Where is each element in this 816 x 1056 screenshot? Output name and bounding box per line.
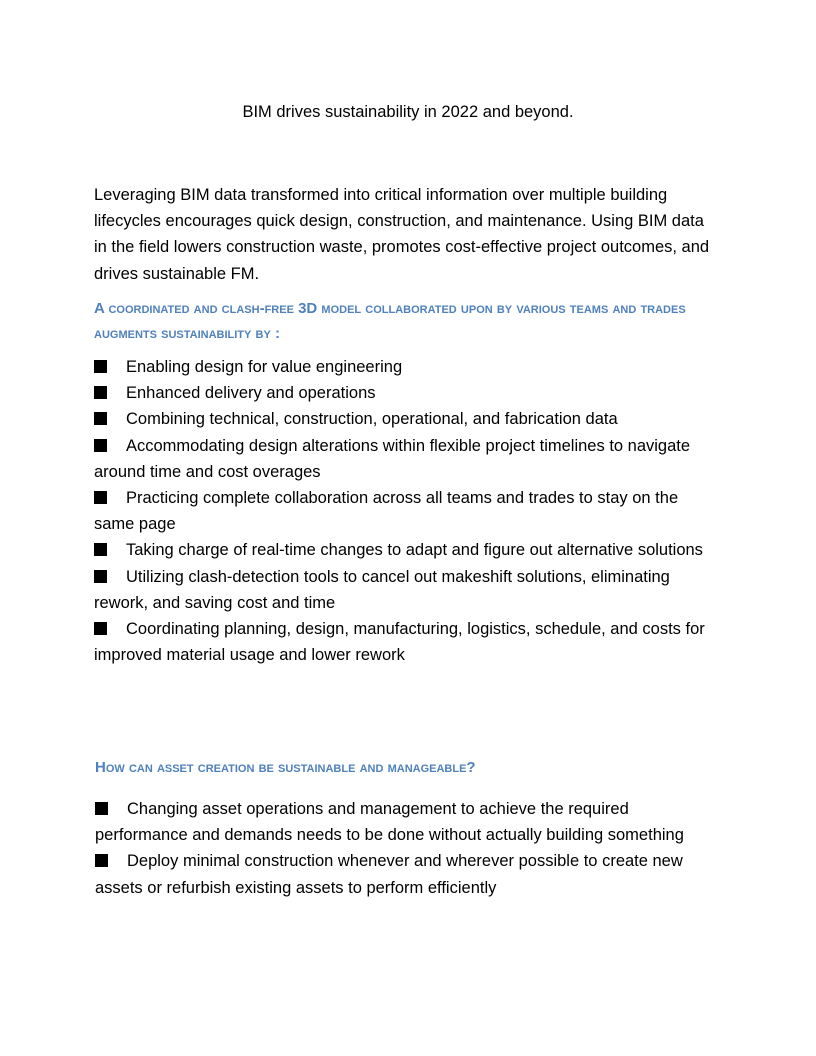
filled-square-bullet-icon bbox=[94, 543, 107, 556]
filled-square-bullet-icon bbox=[94, 491, 107, 504]
document-title: BIM drives sustainability in 2022 and beyond. bbox=[242, 103, 574, 121]
list-item-text: Taking charge of real-time changes to adapt and figure out alternative solutions bbox=[126, 541, 703, 560]
filled-square-bullet-icon bbox=[94, 570, 107, 583]
list-item-text: Enhanced delivery and operations bbox=[126, 384, 376, 403]
filled-square-bullet-icon bbox=[94, 360, 107, 373]
list-item-text: Enabling design for value engineering bbox=[126, 358, 403, 376]
list-item bbox=[94, 485, 710, 537]
filled-square-bullet-icon bbox=[94, 439, 107, 452]
list-item-text: Changing asset operations and management to achieve the required performance and demands needs to be done without actually building something bbox=[95, 800, 684, 845]
list-item bbox=[94, 433, 710, 485]
list-item bbox=[94, 537, 710, 563]
list-item-text: Combining technical, construction, operational, and fabrication data bbox=[126, 410, 618, 429]
filled-square-bullet-icon bbox=[94, 622, 107, 635]
filled-square-bullet-icon bbox=[95, 854, 108, 867]
list-item-text: Accommodating design alterations within flexible project timelines to navigate around time and cost overages bbox=[94, 436, 691, 481]
list-item bbox=[94, 354, 710, 380]
section-heading-asset-creation: How can asset creation be sustainable and manageable? bbox=[95, 759, 476, 776]
list-item-text: Deploy minimal construction whenever and wherever possible to create new assets or refurbish existing assets to perform efficiently bbox=[95, 852, 683, 897]
list-item-text: Coordinating planning, design, manufacturing, logistics, schedule, and costs for improved material usage and lower rework bbox=[94, 620, 705, 665]
filled-square-bullet-icon bbox=[94, 386, 107, 399]
section-heading-sustainability: A coordinated and clash-free 3D model collaborated upon by various teams and trades augments sustainability by : bbox=[94, 300, 686, 342]
list-item bbox=[94, 616, 710, 668]
list-item bbox=[95, 796, 711, 848]
intro-paragraph: Leveraging BIM data transformed into critical information over multiple building lifecycles encourages quick design, construction, and maintenance. Using BIM data in the field lowers construction waste, promotes cost-effective project outcomes, and drives sustainable FM. bbox=[94, 186, 710, 283]
list-item bbox=[94, 406, 710, 432]
list-item-text: Practicing complete collaboration across all teams and trades to stay on the same page bbox=[94, 489, 679, 534]
list-item bbox=[95, 848, 711, 900]
asset-creation-bullet-list bbox=[95, 796, 711, 901]
list-item-text: Utilizing clash-detection tools to cancel out makeshift solutions, eliminating rework, and saving cost and time bbox=[94, 567, 670, 612]
list-item bbox=[94, 380, 710, 406]
filled-square-bullet-icon bbox=[95, 802, 108, 815]
list-item bbox=[94, 564, 710, 616]
sustainability-bullet-list bbox=[94, 354, 710, 668]
filled-square-bullet-icon bbox=[94, 412, 107, 425]
